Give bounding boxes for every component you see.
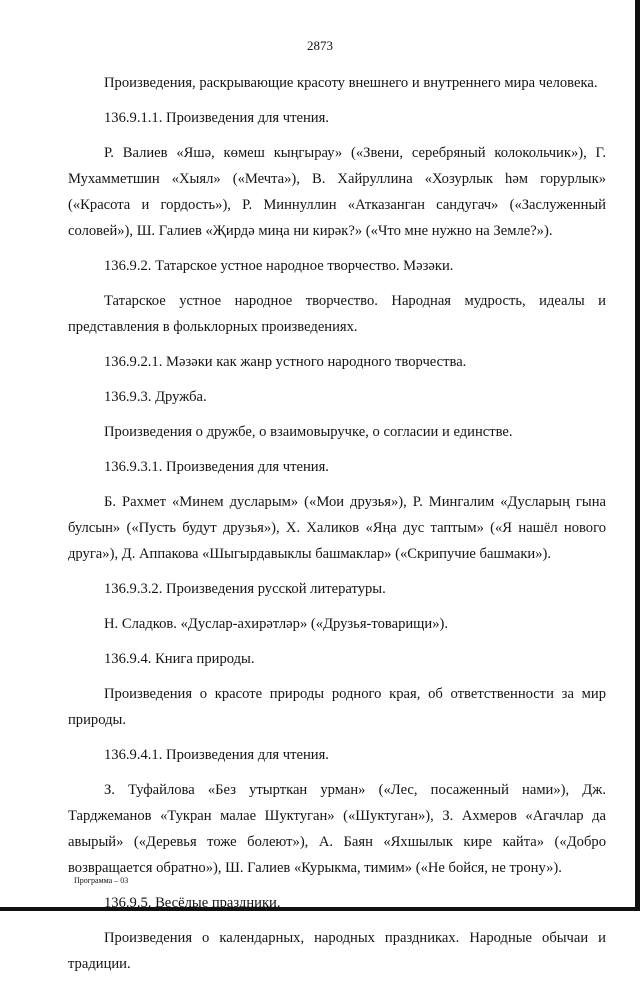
heading-136-9-3: 136.9.3. Дружба. xyxy=(104,389,207,405)
paragraph-reading-list-3: З. Туфайлова «Без утырткан урман» («Лес, посаженный нами»), Дж. Тарджеманов «Тукран малае Шуктуган» («Шуктуган»), З. Ахмеров «Агачлар да авырый» («Деревья тоже болеют»), А. Баян «Яхшылык кире кайта» («Добро возвращается обратно»), Ш. Галиев «Курыкма, тимим» («Не бойся, не трону»). xyxy=(68,782,606,876)
page-number: 2873 xyxy=(307,38,333,53)
paragraph-folklore: Татарское устное народное творчество. Народная мудрость, идеалы и представления в фольклорных произведениях. xyxy=(68,293,606,335)
paragraph-holidays: Произведения о календарных, народных праздниках. Народные обычаи и традиции. xyxy=(68,930,606,972)
paragraph-friendship: Произведения о дружбе, о взаимовыручке, о согласии и единстве. xyxy=(104,424,513,440)
heading-136-9-3-1: 136.9.3.1. Произведения для чтения. xyxy=(104,459,329,475)
footer-label: Программа – 03 xyxy=(74,876,129,885)
heading-136-9-5: 136.9.5. Весёлые праздники. xyxy=(104,895,281,911)
heading-136-9-4: 136.9.4. Книга природы. xyxy=(104,651,255,667)
paragraph-nature: Произведения о красоте природы родного края, об ответственности за мир природы. xyxy=(68,686,606,728)
heading-136-9-2: 136.9.2. Татарское устное народное творчество. Мәзәки. xyxy=(104,258,454,274)
heading-136-9-1-1: 136.9.1.1. Произведения для чтения. xyxy=(104,110,329,126)
paragraph-beauty-intro: Произведения, раскрывающие красоту внешнего и внутреннего мира человека. xyxy=(104,75,598,91)
paragraph-reading-list-2: Б. Рахмет «Минем дусларым» («Мои друзья»), Р. Мингалим «Дусларың гына булсын» («Пусть будут друзья»), Х. Халиков «Яңа дус таптым» («Я нашёл нового друга»), Д. Аппакова «Шыгырдавыклы башмаклар» («Скрипучие башмаки»). xyxy=(68,494,606,562)
heading-136-9-2-1: 136.9.2.1. Мәзәки как жанр устного народного творчества. xyxy=(104,354,467,370)
heading-136-9-3-2: 136.9.3.2. Произведения русской литературы. xyxy=(104,581,386,597)
heading-136-9-4-1: 136.9.4.1. Произведения для чтения. xyxy=(104,747,329,763)
scan-border-right xyxy=(635,0,640,911)
document-body xyxy=(68,70,606,986)
paragraph-reading-list-1: Р. Валиев «Яшә, көмеш кыңгырау» («Звени, серебряный колокольчик»), Г. Мухамметшин «Хыял» («Мечта»), В. Хайруллина «Хозурлык һәм горурлык» («Красота и гордость»), Р. Миннуллин «Атказанган сандугач» («Заслуженный соловей»), Ш. Галиев «Җирдә миңа ни кирәк?» («Что мне нужно на Земле?»). xyxy=(68,145,606,239)
paragraph-sladkov: Н. Сладков. «Дуслар-ахирәтләр» («Друзья-товарищи»). xyxy=(104,616,449,632)
